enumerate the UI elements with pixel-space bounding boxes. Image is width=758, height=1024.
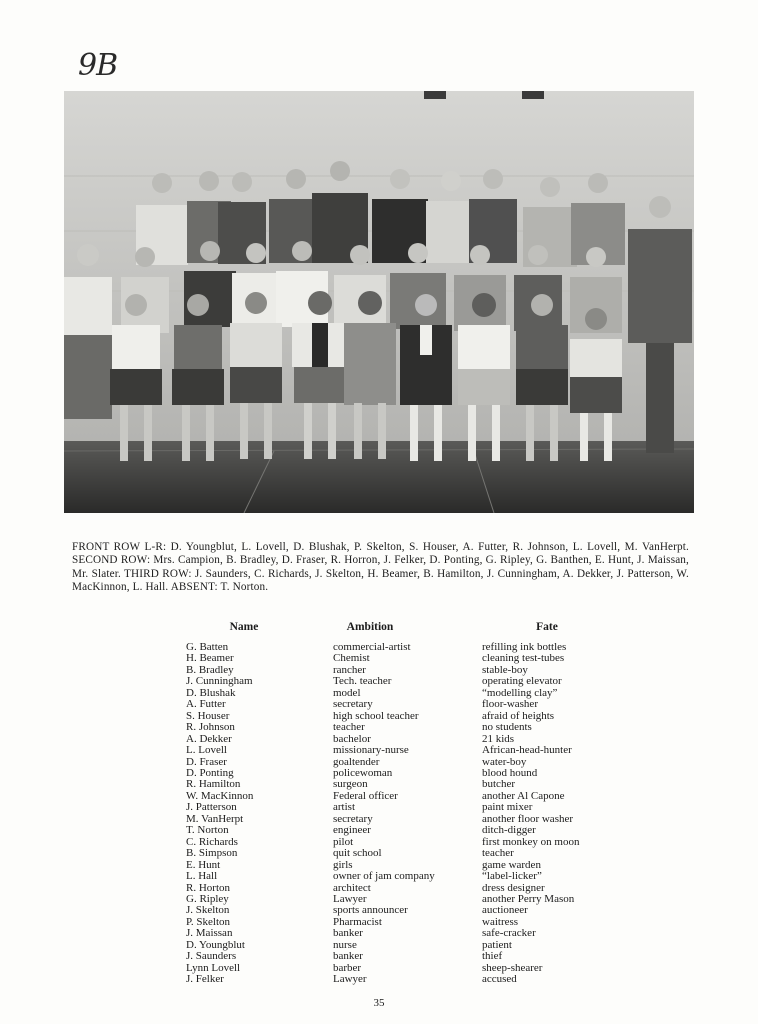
table-cell-name: R. Johnson (186, 721, 235, 734)
table-cell-name: J. Felker (186, 973, 224, 986)
table-cell-ambition: high school teacher (333, 709, 419, 722)
table-cell-fate: cleaning test-tubes (482, 652, 565, 665)
table-cell-name: B. Simpson (186, 847, 238, 860)
table-cell-fate: game warden (482, 858, 541, 871)
table-cell-name: A. Futter (186, 698, 226, 711)
table-cell-name: R. Horton (186, 881, 230, 894)
table-cell-fate: 21 kids (482, 732, 515, 745)
table-cell-name: T. Norton (186, 824, 229, 837)
table-cell-fate: teacher (482, 847, 514, 860)
table-cell-fate: ditch-digger (482, 824, 536, 837)
table-cell-name: G. Batten (186, 641, 229, 653)
class-photo-image (64, 91, 694, 513)
table-cell-name: C. Richards (186, 835, 238, 848)
table-cell-name: J. Saunders (186, 950, 237, 963)
table-cell-ambition: quit school (333, 847, 382, 860)
table-cell-fate: stable-boy (482, 663, 528, 676)
table-cell-fate: waitress (482, 915, 519, 928)
table-cell-fate: patient (482, 938, 512, 951)
class-heading: 9B (78, 48, 118, 83)
table-cell-ambition: owner of jam company (333, 870, 435, 883)
table-cell-ambition: girls (333, 858, 353, 871)
table-cell-fate: dress designer (482, 881, 545, 894)
table-cell-ambition: Chemist (333, 652, 370, 665)
table-cell-ambition: artist (333, 801, 355, 814)
table-cell-name: M. VanHerpt (186, 812, 244, 825)
table-cell-fate: afraid of heights (482, 709, 555, 722)
table-cell-ambition: teacher (333, 721, 365, 734)
table-cell-name: Lynn Lovell (186, 961, 241, 974)
table-cell-ambition: banker (333, 927, 363, 940)
table-cell-fate: water-boy (482, 755, 527, 768)
table-cell-fate: African-head-hunter (482, 744, 572, 757)
table-cell-name: J. Cunningham (186, 675, 253, 688)
table-cell-name: L. Hall (186, 870, 218, 883)
table-cell-ambition: rancher (333, 663, 366, 676)
table-cell-name: G. Ripley (186, 892, 229, 905)
table-cell-ambition: Lawyer (333, 973, 367, 986)
table-cell-ambition: secretary (333, 698, 373, 711)
table-cell-fate: floor-washer (482, 698, 538, 711)
table-cell-fate: auctioneer (482, 904, 528, 917)
table-cell-fate: paint mixer (482, 801, 533, 814)
table-cell-ambition: engineer (333, 824, 371, 837)
table-cell-fate: another floor washer (482, 812, 574, 825)
table-cell-fate: “label-licker” (482, 870, 542, 883)
table-cell-name: E. Hunt (186, 858, 221, 871)
table-cell-ambition: sports announcer (333, 904, 408, 917)
fate-column (482, 622, 622, 986)
table-cell-ambition: architect (333, 881, 371, 894)
table-cell-name: L. Lovell (186, 744, 227, 757)
table-cell-fate: “modelling clay” (482, 686, 558, 699)
table-cell-name: R. Hamilton (186, 778, 241, 791)
table-cell-fate: accused (482, 973, 517, 986)
table-cell-fate: blood hound (482, 766, 538, 779)
table-cell-ambition: Pharmacist (333, 915, 382, 928)
table-cell-fate: sheep-shearer (482, 961, 543, 974)
table-cell-ambition: Tech. teacher (333, 675, 392, 688)
table-cell-ambition: pilot (333, 835, 354, 848)
name-column-header: Name (229, 621, 259, 633)
table-cell-fate: thief (482, 950, 503, 963)
table-cell-name: W. MacKinnon (186, 789, 254, 802)
table-cell-name: P. Skelton (186, 915, 231, 928)
ambition-column-header: Ambition (346, 621, 394, 633)
table-cell-name: D. Youngblut (186, 938, 245, 951)
table-cell-ambition: nurse (333, 938, 357, 951)
table-cell-fate: another Perry Mason (482, 892, 575, 905)
table-cell-name: J. Patterson (186, 801, 237, 814)
table-cell-fate: no students (482, 721, 532, 734)
table-cell-ambition: goaltender (333, 755, 380, 768)
table-cell-fate: another Al Capone (482, 789, 565, 802)
table-cell-ambition: policewoman (333, 766, 393, 779)
table-cell-fate: first monkey on moon (482, 835, 580, 848)
page-number: 35 (373, 997, 385, 1009)
table-cell-name: D. Ponting (186, 766, 234, 779)
class-photo (64, 91, 694, 513)
table-cell-name: S. Houser (186, 709, 230, 722)
fate-column-header: Fate (536, 621, 558, 633)
table-cell-fate: safe-cracker (482, 927, 536, 940)
table-cell-ambition: secretary (333, 812, 373, 825)
table-cell-name: A. Dekker (186, 732, 232, 745)
table-cell-ambition: banker (333, 950, 363, 963)
table-cell-name: D. Fraser (186, 755, 227, 768)
table-cell-ambition: model (333, 686, 361, 699)
name-column (186, 622, 306, 986)
ambition-fate-table (0, 622, 758, 992)
table-cell-name: B. Bradley (186, 663, 234, 676)
table-cell-ambition: barber (333, 961, 362, 974)
table-cell-ambition: bachelor (333, 732, 371, 745)
table-cell-fate: operating elevator (482, 675, 562, 688)
photo-caption: FRONT ROW L-R: D. Youngblut, L. Lovell, D. Blushak, P. Skelton, S. Houser, A. Futter, R. Johnson, L. Lovell, M. VanHerpt. SECOND ROW: Mrs. Campion, B. Bradley, D. Fraser, R. Horron, J. Felker, D. Ponting, G. Ripley, G. Banthen, E. Hunt, J. Maissan, Mr. Slater. THIRD ROW: J. Saunders, C. Richards, J. Skelton, H. Beamer, B. Hamilton, J. Cunningham, A. Dekker, J. Patterson, W. MacKinnon, L. Hall. ABSENT: T. Norton. (72, 541, 689, 594)
table-cell-name: D. Blushak (186, 686, 236, 699)
table-cell-name: J. Maissan (186, 927, 233, 940)
table-cell-fate: butcher (482, 778, 515, 791)
table-cell-name: J. Skelton (186, 904, 230, 917)
ambition-column (333, 622, 473, 986)
table-cell-ambition: missionary-nurse (333, 744, 409, 757)
table-cell-ambition: Lawyer (333, 892, 367, 905)
table-cell-fate: refilling ink bottles (482, 641, 567, 653)
table-cell-ambition: commercial-artist (333, 641, 411, 653)
table-cell-ambition: surgeon (333, 778, 368, 791)
table-cell-name: H. Beamer (186, 652, 234, 665)
table-cell-ambition: Federal officer (333, 789, 398, 802)
